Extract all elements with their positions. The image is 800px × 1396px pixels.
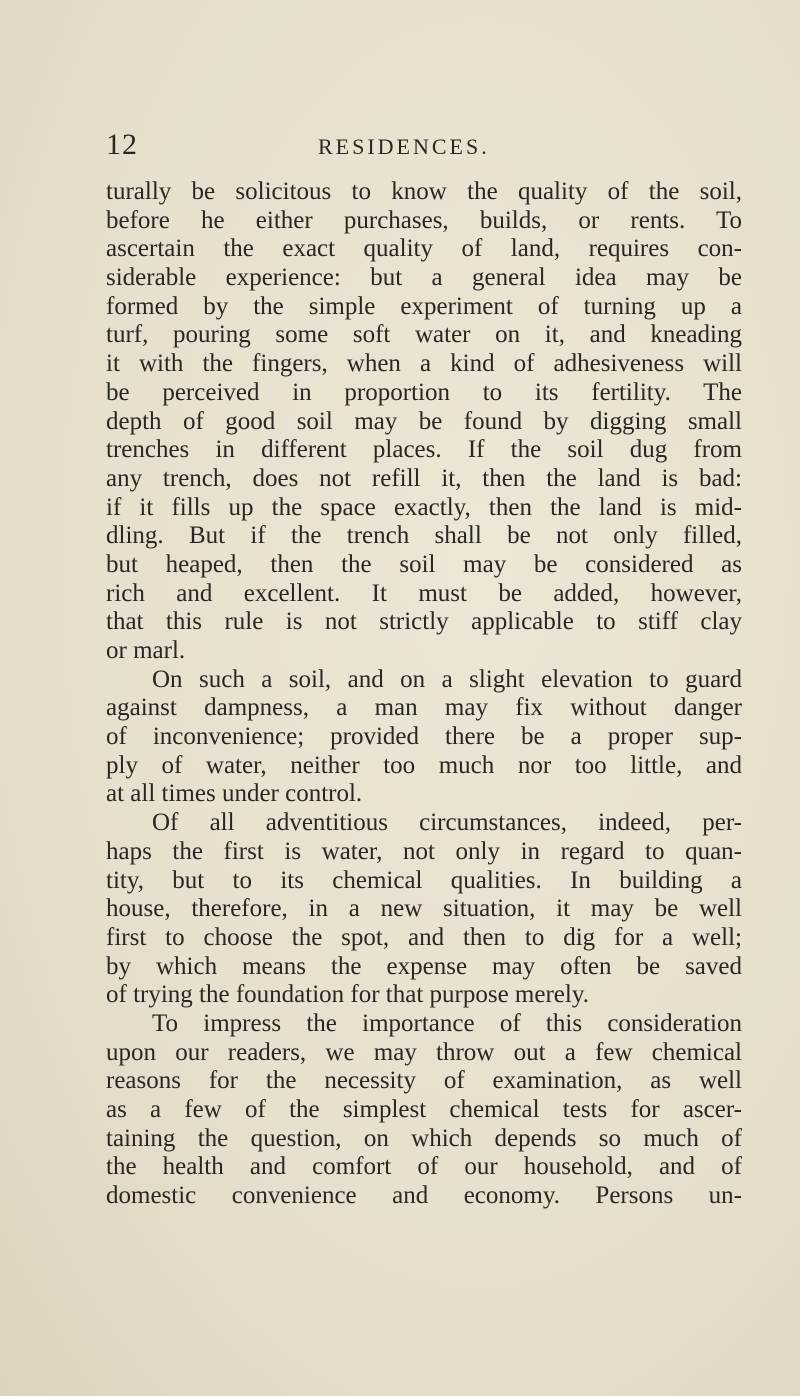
text-line: by which means the expense may often be saved xyxy=(106,952,742,980)
text-line: rich and excellent. It must be added, however, xyxy=(106,579,742,607)
text-line: taining the question, on which depends so much of xyxy=(106,1124,742,1152)
text-line: of trying the foundation for that purpose merely. xyxy=(106,981,589,1009)
text-line: On such a soil, and on a slight elevation to guard xyxy=(152,665,742,693)
text-line: be perceived in proportion to its fertility. The xyxy=(106,378,742,406)
text-line: formed by the simple experiment of turning up a xyxy=(106,292,742,320)
text-line: before he either purchases, builds, or rents. To xyxy=(106,206,742,234)
text-line: first to choose the spot, and then to dig for a well; xyxy=(106,923,742,951)
text-line: upon our readers, we may throw out a few chemical xyxy=(106,1038,742,1066)
text-line: that this rule is not strictly applicable to stiff clay xyxy=(106,608,742,636)
text-line: turally be solicitous to know the quality of the soil, xyxy=(106,178,742,205)
text-line: trenches in different places. If the soil dug from xyxy=(106,436,742,464)
text-line: siderable experience: but a general idea may be xyxy=(106,264,742,292)
text-line: domestic convenience and economy. Persons un- xyxy=(106,1182,742,1210)
page-number: 12 xyxy=(106,128,138,161)
text-line: or marl. xyxy=(106,637,186,664)
text-line: of inconvenience; provided there be a proper sup- xyxy=(106,723,742,751)
text-line: the health and comfort of our household, and of xyxy=(106,1153,742,1181)
text-line: dling. But if the trench shall be not only filled, xyxy=(106,522,742,550)
text-line: but heaped, then the soil may be considered as xyxy=(106,550,742,578)
page-header xyxy=(106,128,746,168)
text-line: depth of good soil may be found by digging small xyxy=(106,407,742,435)
body-text xyxy=(106,178,742,1211)
text-line: as a few of the simplest chemical tests for ascer- xyxy=(106,1096,742,1123)
running-head: RESIDENCES. xyxy=(318,134,490,159)
text-line: Of all adventitious circumstances, indeed, per- xyxy=(152,809,742,837)
text-line: house, therefore, in a new situation, it may be well xyxy=(106,895,742,923)
text-line: if it fills up the space exactly, then the land is mid- xyxy=(106,493,742,521)
text-line: turf, pouring some soft water on it, and kneading xyxy=(106,321,742,349)
text-line: ascertain the exact quality of land, requires con- xyxy=(106,235,742,263)
text-line: it with the fingers, when a kind of adhesiveness will xyxy=(106,350,742,378)
text-line: ply of water, neither too much nor too little, and xyxy=(106,751,742,779)
text-line: any trench, does not refill it, then the land is bad: xyxy=(106,464,742,492)
text-line: at all times under control. xyxy=(106,780,363,808)
text-line: against dampness, a man may fix without danger xyxy=(106,694,742,722)
text-line: tity, but to its chemical qualities. In building a xyxy=(106,866,742,894)
text-line: haps the first is water, not only in regard to quan- xyxy=(106,837,742,865)
text-line: To impress the importance of this consideration xyxy=(152,1009,742,1037)
text-line: reasons for the necessity of examination, as well xyxy=(106,1067,742,1095)
